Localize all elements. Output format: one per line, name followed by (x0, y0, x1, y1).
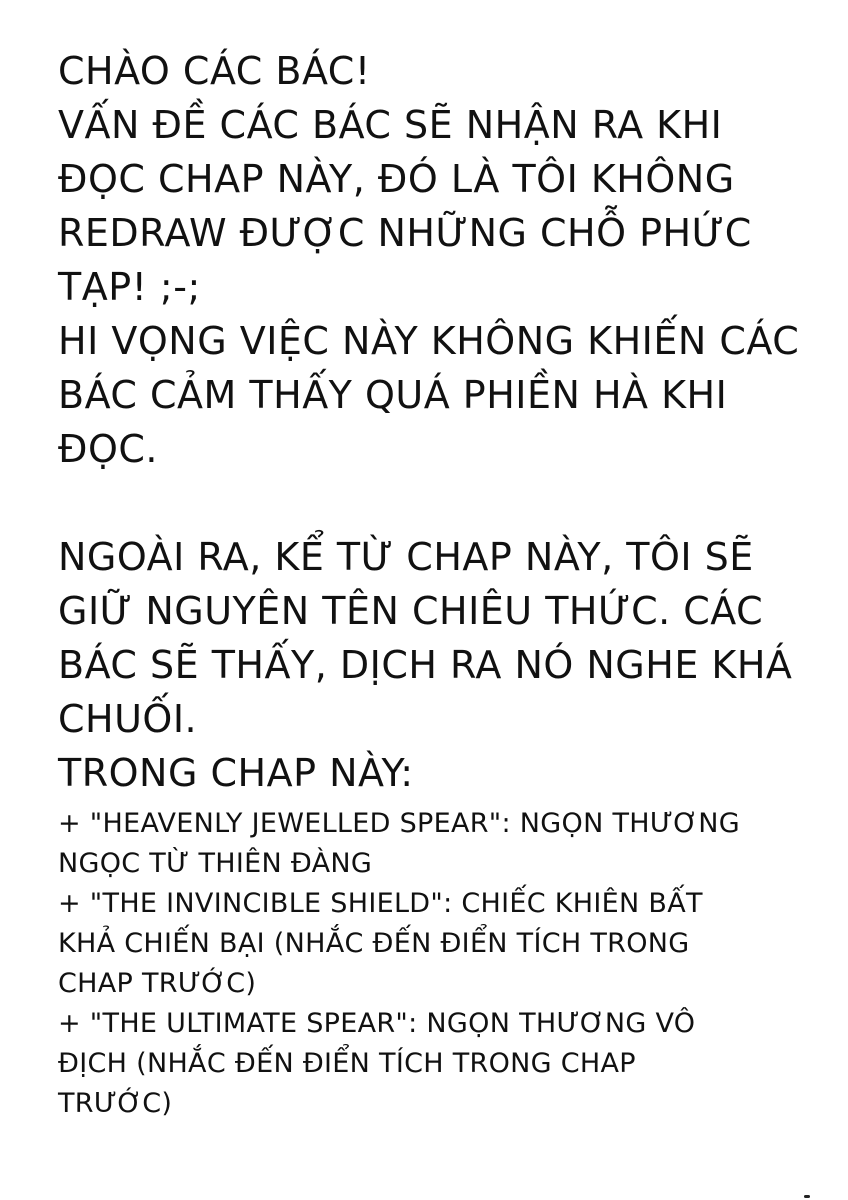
naming-paragraph (58, 530, 818, 800)
term-line: + "THE INVINCIBLE SHIELD": CHIẾC KHIÊN BẤT (58, 888, 703, 919)
term-line: TRƯỚC) (58, 1088, 173, 1119)
terms-list (58, 804, 818, 1124)
text-line: ĐỌC. (58, 427, 158, 471)
text-line: CHÀO CÁC BÁC! (58, 49, 371, 93)
term-line: + "THE ULTIMATE SPEAR": NGỌN THƯƠNG VÔ (58, 1008, 696, 1039)
translator-note (58, 44, 818, 1124)
text-line: GIỮ NGUYÊN TÊN CHIÊU THỨC. CÁC (58, 589, 764, 633)
text-line: TẠP! ;-; (58, 265, 201, 309)
section-heading: TRONG CHAP NÀY: (58, 751, 414, 795)
greeting-paragraph (58, 44, 818, 476)
term-line: CHAP TRƯỚC) (58, 968, 257, 999)
term-line: NGỌC TỪ THIÊN ĐÀNG (58, 848, 373, 879)
term-line: KHẢ CHIẾN BẠI (NHẮC ĐẾN ĐIỂN TÍCH TRONG (58, 928, 690, 959)
page-corner-mark (804, 1195, 810, 1198)
text-line: NGOÀI RA, KỂ TỪ CHAP NÀY, TÔI SẼ (58, 535, 754, 579)
paragraph-gap (58, 476, 818, 530)
text-line: BÁC SẼ THẤY, DỊCH RA NÓ NGHE KHÁ (58, 643, 793, 687)
text-line: VẤN ĐỀ CÁC BÁC SẼ NHẬN RA KHI (58, 103, 723, 147)
text-line: REDRAW ĐƯỢC NHỮNG CHỖ PHỨC (58, 211, 752, 255)
text-line: CHUỐI. (58, 697, 198, 741)
text-line: HI VỌNG VIỆC NÀY KHÔNG KHIẾN CÁC (58, 319, 800, 363)
text-line: BÁC CẢM THẤY QUÁ PHIỀN HÀ KHI (58, 373, 728, 417)
text-line: ĐỌC CHAP NÀY, ĐÓ LÀ TÔI KHÔNG (58, 157, 735, 201)
term-line: ĐỊCH (NHẮC ĐẾN ĐIỂN TÍCH TRONG CHAP (58, 1048, 636, 1079)
term-line: + "HEAVENLY JEWELLED SPEAR": NGỌN THƯƠNG (58, 808, 740, 839)
